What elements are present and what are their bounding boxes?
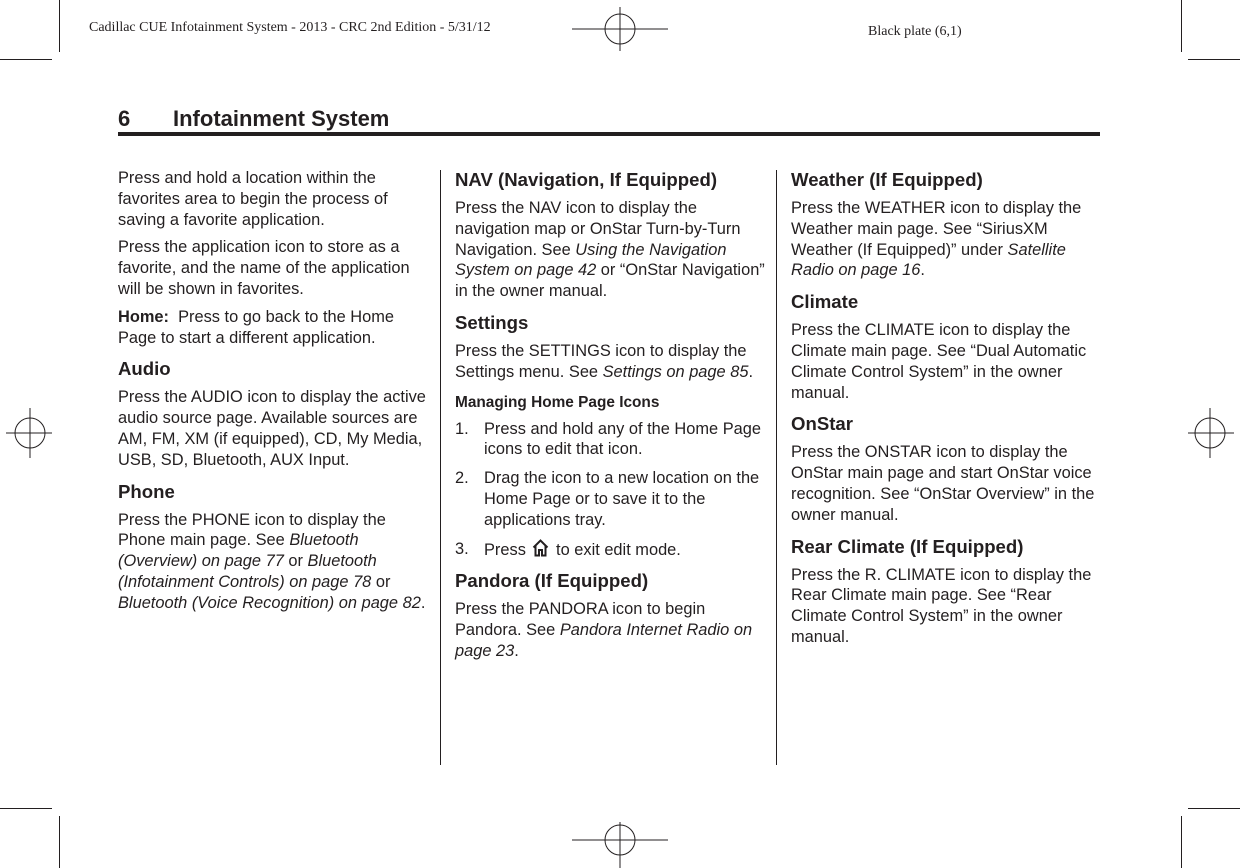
heading-climate: Climate	[791, 291, 859, 313]
crop-mark-top-right-h	[1188, 59, 1240, 60]
text: Press the SETTINGS icon to display the Settings menu. See	[455, 341, 747, 381]
plate-info-right: Black plate (6,1)	[868, 24, 962, 39]
cross-reference-link[interactable]: Settings on page 85	[602, 362, 749, 381]
text: .	[514, 641, 519, 660]
column-1	[118, 168, 430, 621]
text: or	[288, 552, 303, 571]
text: or “OnStar Navigation” in the owner manual.	[455, 261, 765, 301]
home-text: Press to go back to the Home Page to start a different application.	[118, 307, 395, 347]
paragraph	[118, 307, 430, 349]
cross-reference-link[interactable]: Using the Navigation System on page 42	[455, 240, 727, 280]
home-label: Home:	[118, 307, 169, 326]
step-number: 2.	[455, 469, 469, 488]
list-item	[455, 468, 767, 530]
paragraph	[455, 198, 767, 302]
heading-settings: Settings	[455, 311, 529, 333]
steps-list	[455, 419, 767, 561]
registration-mark-icon	[1188, 408, 1234, 458]
page-header	[118, 104, 1100, 134]
plate-info-left: Cadillac CUE Infotainment System - 2013 - CRC 2nd Edition - 5/31/12	[89, 20, 491, 35]
heading-pandora: Pandora (If Equipped)	[455, 570, 649, 592]
step-text: Press	[484, 540, 526, 559]
cross-reference-link[interactable]: Bluetooth (Voice Recognition) on page 82	[118, 593, 421, 612]
column-3	[791, 168, 1103, 655]
step-text: to exit edit mode.	[556, 540, 681, 559]
heading-managing-icons: Managing Home Page Icons	[455, 393, 660, 411]
page-number: 6	[118, 106, 131, 131]
paragraph	[455, 599, 767, 661]
cross-reference-link[interactable]: Pandora Internet Radio on page 23	[455, 621, 753, 660]
paragraph: Press the AUDIO icon to display the active audio source page. Available sources are AM, FM, XM (if equipped), CD, My Media, USB, SD, Bluetooth, AUX Input.	[118, 388, 426, 469]
step-text: Drag the icon to a new location on the Home Page or to save it to the applications tray.	[484, 469, 760, 529]
crop-mark-top-left-h	[0, 59, 52, 60]
text: Press the WEATHER icon to display the Weather main page. See “SiriusXM Weather (If Equipped)” under	[791, 199, 1082, 259]
step-number: 1.	[455, 419, 469, 438]
crop-mark-bottom-right-v	[1181, 816, 1182, 868]
heading-weather: Weather (If Equipped)	[791, 169, 983, 190]
text: .	[420, 593, 426, 612]
text: Press the PANDORA icon to begin Pandora. See	[455, 600, 706, 640]
heading-audio: Audio	[118, 358, 171, 380]
crop-mark-bottom-right-h	[1188, 808, 1240, 809]
section-title: Infotainment System	[173, 106, 390, 131]
column-divider	[776, 170, 777, 765]
paragraph	[791, 198, 1103, 281]
text: .	[748, 362, 753, 381]
paragraph: Press the application icon to store as a favorite, and the name of the application will be shown in favorites.	[118, 238, 410, 298]
crop-mark-top-right-v	[1181, 0, 1182, 52]
column-2	[455, 168, 767, 669]
cross-reference-link[interactable]: Bluetooth (Overview) on page 77	[118, 531, 359, 571]
heading-onstar: OnStar	[791, 413, 853, 435]
registration-mark-icon	[6, 408, 52, 458]
list-item	[455, 419, 767, 461]
heading-phone: Phone	[118, 480, 175, 502]
cross-reference-link[interactable]: Bluetooth (Infotainment Controls) on page 78	[118, 552, 377, 591]
paragraph: Press and hold a location within the favorites area to begin the process of saving a favorite application.	[118, 169, 388, 229]
heading-rear-climate: Rear Climate (If Equipped)	[791, 535, 1024, 557]
list-item	[455, 539, 767, 561]
text: or	[375, 572, 391, 591]
header-rule	[118, 132, 1100, 136]
paragraph	[118, 510, 430, 614]
crop-mark-bottom-left-h	[0, 808, 52, 809]
paragraph	[455, 341, 767, 383]
heading-nav: NAV (Navigation, If Equipped)	[455, 169, 718, 190]
paragraph: Press the ONSTAR icon to display the OnStar main page and start OnStar voice recognition. See “OnStar Overview” in the owner manual.	[791, 443, 1095, 524]
crop-mark-bottom-left-v	[59, 816, 60, 868]
step-number: 3.	[455, 539, 469, 558]
step-text: Press and hold any of the Home Page icons to edit that icon.	[484, 419, 761, 459]
text: .	[920, 261, 925, 280]
cross-reference-link[interactable]: Satellite Radio on page 16	[791, 240, 1066, 280]
crop-mark-top-left-v	[59, 0, 60, 52]
home-icon	[532, 539, 549, 557]
registration-mark-icon	[572, 7, 668, 59]
paragraph: Press the CLIMATE icon to display the Climate main page. See “Dual Automatic Climate Control System” in the owner manual.	[791, 321, 1087, 402]
text: Press the NAV icon to display the navigation map or OnStar Turn-by-Turn Navigation. See	[455, 199, 741, 259]
paragraph: Press the R. CLIMATE icon to display the Rear Climate main page. See “Rear Climate Control System” in the owner manual.	[791, 565, 1092, 646]
column-divider	[440, 170, 441, 765]
text: Press the PHONE icon to display the Phone main page. See	[118, 510, 386, 550]
registration-mark-icon	[572, 818, 668, 868]
